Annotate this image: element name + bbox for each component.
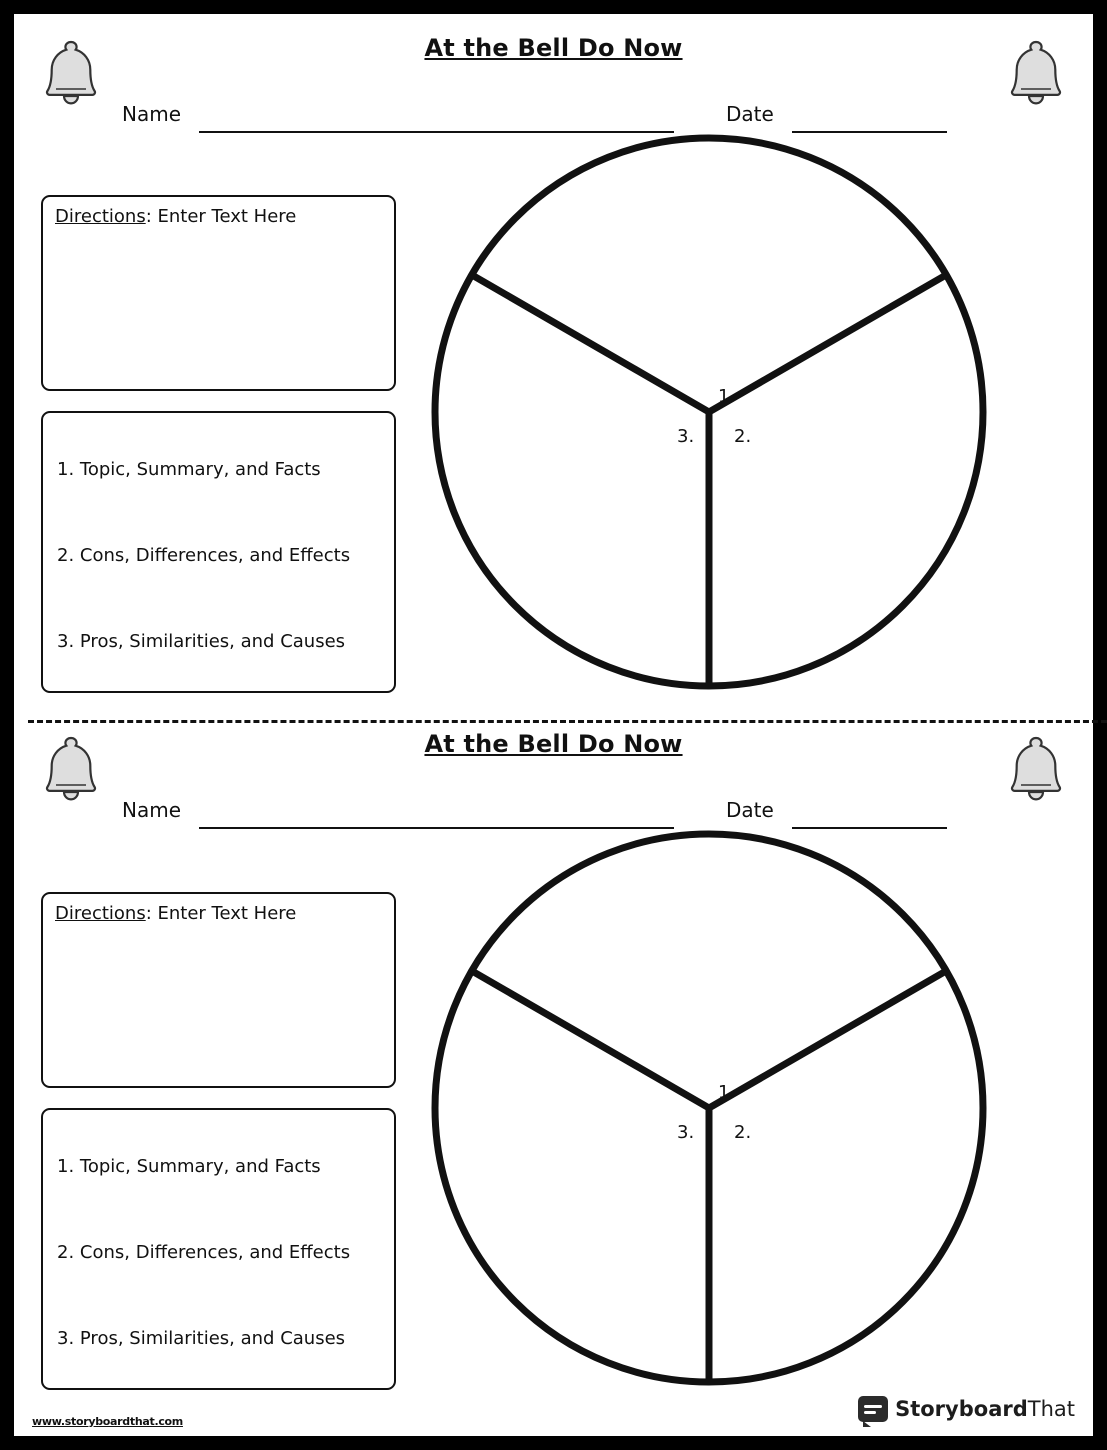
list-item: 3. Pros, Similarities, and Causes	[57, 631, 346, 652]
storyboardthat-logo	[858, 1396, 1075, 1422]
logo-text	[895, 1397, 1075, 1421]
key-list-box	[41, 1108, 396, 1390]
list-item: 2. Cons, Differences, and Effects	[57, 1242, 351, 1263]
directions-separator: :	[145, 903, 152, 924]
circle-label-1: 1.	[718, 386, 736, 407]
directions-box[interactable]	[41, 195, 396, 391]
directions-box[interactable]	[41, 892, 396, 1088]
circle-label-3: 3.	[677, 426, 695, 447]
site-watermark: www.storyboardthat.com	[32, 1415, 183, 1428]
directions-value: Enter Text Here	[157, 903, 297, 924]
cut-line-divider	[28, 720, 1107, 723]
date-label: Date	[726, 102, 774, 126]
list-item: 1. Topic, Summary, and Facts	[57, 1156, 321, 1177]
date-label: Date	[726, 798, 774, 822]
page-title: At the Bell Do Now	[424, 34, 683, 62]
directions-separator: :	[145, 206, 152, 227]
page-title: At the Bell Do Now	[424, 730, 683, 758]
circle-label-2: 2.	[734, 426, 752, 447]
list-item: 2. Cons, Differences, and Effects	[57, 545, 351, 566]
logo-text-bold: Storyboard	[895, 1397, 1028, 1421]
logo-text-light: That	[1027, 1397, 1075, 1421]
circle-label-1: 1.	[718, 1082, 736, 1103]
name-label: Name	[122, 798, 182, 822]
directions-text	[55, 903, 296, 924]
list-item: 1. Topic, Summary, and Facts	[57, 459, 321, 480]
circle-label-2: 2.	[734, 1122, 752, 1143]
name-label: Name	[122, 102, 182, 126]
three-part-circle-diagram[interactable]	[424, 122, 994, 702]
circle-label-3: 3.	[677, 1122, 695, 1143]
list-item: 3. Pros, Similarities, and Causes	[57, 1328, 346, 1349]
directions-text	[55, 206, 296, 227]
worksheet-top	[14, 14, 1093, 704]
speech-bubble-icon	[858, 1396, 888, 1422]
directions-label: Directions	[55, 206, 146, 227]
directions-value: Enter Text Here	[157, 206, 297, 227]
key-list-box	[41, 411, 396, 693]
worksheet-bottom	[14, 712, 1093, 1436]
three-part-circle-diagram[interactable]	[424, 818, 994, 1398]
directions-label: Directions	[55, 903, 146, 924]
